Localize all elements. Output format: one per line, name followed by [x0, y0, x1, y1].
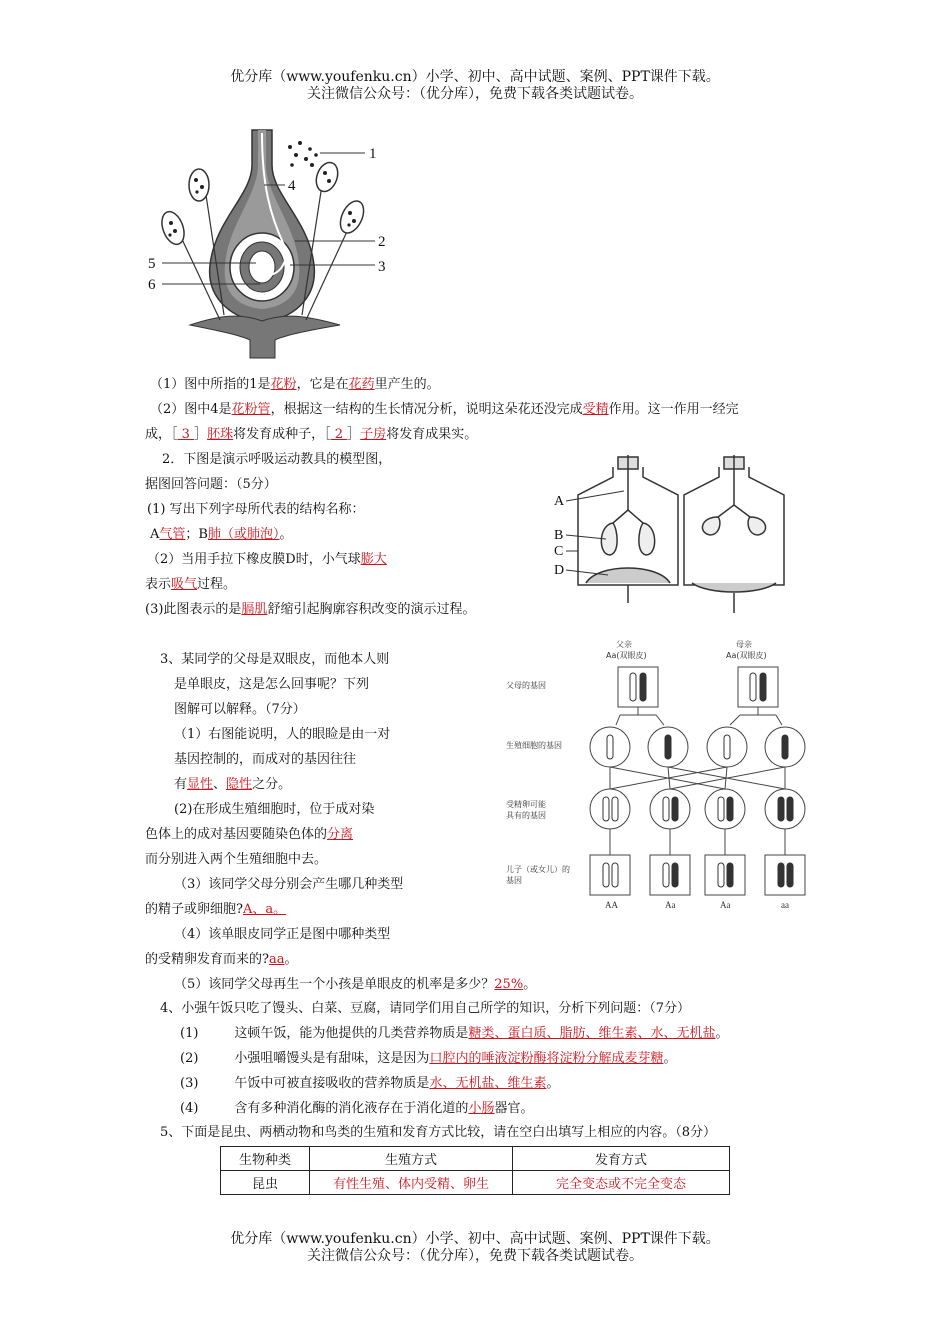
answer: 肺（或肺泡）	[207, 527, 280, 542]
page-footer	[0, 1231, 950, 1265]
answer: aa	[268, 952, 285, 967]
q1-part1: （1）图中所指的1是花粉，它是在花药里产生的。	[150, 377, 440, 392]
answer: 口腔内的唾液淀粉酶将淀粉分解成麦芽糖	[429, 1051, 664, 1066]
answer: 隐性	[226, 777, 253, 792]
answer: 受精	[582, 402, 609, 417]
jar-label-c: C	[554, 544, 564, 559]
q3-line-4: （1）右图能说明，人的眼睑是由一对	[174, 727, 391, 742]
table-header: 生殖方式	[310, 1147, 513, 1171]
q3-line-2: 是单眼皮，这是怎么回事呢？下列	[174, 677, 370, 692]
footer-line-2: 关注微信公众号：（优分库），免费下载各类试题试卷。	[307, 1248, 643, 1264]
q4-item-4: (4) 含有多种消化酶的消化液存在于消化道的小肠器官。	[180, 1101, 534, 1116]
answer: 显性	[187, 777, 214, 792]
bell-jar-diagram	[548, 455, 788, 615]
q4-item-2: (2) 小强咀嚼馒头是有甜味，这是因为口腔内的唾液淀粉酶将淀粉分解成麦芽糖。	[180, 1051, 677, 1066]
jar-label-d: D	[554, 563, 565, 578]
answer: 膈肌	[241, 602, 268, 617]
q1-part2: （2）图中4是花粉管，根据这一结构的生长情况分析，说明这朵花还没完成受精作用。这一作用一经完	[150, 402, 739, 417]
q5-title: 5、下面是昆虫、两栖动物和鸟类的生殖和发育方式比较，请在空白出填写上相应的内容。（8分）	[160, 1125, 717, 1140]
row-child-genes-b: 基因	[506, 876, 522, 885]
footer-line-1: 优分库（www.youfenku.cn）小学、初中、高中试题、案例、PPT课件下载。	[230, 1231, 720, 1247]
q4-item-3: (3) 午饭中可被直接吸收的营养物质是水、无机盐、维生素。	[180, 1076, 560, 1091]
q3-line-11: 的精子或卵细胞?A、a。	[145, 902, 287, 917]
row-gamete-genes: 生殖细胞的基因	[506, 741, 562, 750]
q2-s2: （2）当用手拉下橡皮膜D时，小气球膨大	[147, 552, 387, 567]
flower-label-5: 5	[148, 256, 156, 272]
outcome-2: Aa	[665, 900, 676, 910]
q3-line-8: 色体上的成对基因要随染色体的分离	[145, 827, 354, 842]
flower-label-6: 6	[148, 277, 156, 293]
answer: 分离	[327, 827, 354, 842]
flower-label-4: 4	[288, 178, 296, 194]
q2-s3: (3)此图表示的是膈肌舒缩引起胸廓容积改变的演示过程。	[145, 602, 476, 617]
q3-line-9: 而分别进入两个生殖细胞中去。	[145, 852, 328, 867]
genetics-diagram	[500, 637, 810, 912]
mother-label: 母亲	[736, 640, 752, 649]
q4-item-1: (1) 这顿午饭，能为他提供的几类营养物质是糖类、蛋白质、脂肪、维生素、水、无机盐。	[180, 1026, 729, 1041]
answer: 胚珠	[207, 427, 234, 442]
table-cell: 昆虫	[221, 1171, 310, 1195]
answer: A、a。	[242, 902, 287, 917]
row-zygote-genes-a: 受精卵可能	[506, 800, 546, 809]
answer: 花粉管	[231, 402, 271, 417]
answer: 子房	[360, 427, 387, 442]
header-line-1: 优分库（www.youfenku.cn）小学、初中、高中试题、案例、PPT课件下载。	[230, 69, 720, 85]
q3-line-10: （3）该同学父母分别会产生哪几种类型	[174, 877, 404, 892]
answer: 小肠	[468, 1101, 495, 1116]
outcome-1: AA	[605, 900, 618, 910]
answer: 水、无机盐、维生素	[429, 1076, 547, 1091]
q3-line-1: 3、某同学的父母是双眼皮，而他本人则	[160, 652, 390, 667]
q3-line-14: （5）该同学父母再生一个小孩是单眼皮的机率是多少？25%。	[174, 977, 537, 992]
table-header: 发育方式	[513, 1147, 730, 1171]
answer: 2	[330, 427, 348, 442]
table-header: 生物种类	[221, 1147, 310, 1171]
comparison-table	[220, 1146, 730, 1195]
table-cell-answer: 完全变态或不完全变态	[513, 1171, 730, 1195]
father-genotype: Aa(双眼皮)	[606, 651, 647, 660]
flower-label-2: 2	[378, 234, 386, 250]
jar-label-b: B	[554, 528, 564, 543]
answer: 花药	[348, 377, 375, 392]
mother-genotype: Aa(双眼皮)	[726, 651, 767, 660]
answer: 25%	[494, 977, 524, 992]
flower-diagram	[140, 125, 400, 360]
outcome-3: Aa	[720, 900, 731, 910]
q3-line-3: 图解可以解释。（7分）	[174, 702, 306, 717]
q1-part3: 成，［ 3 ］胚珠将发育成种子，［ 2 ］子房将发育成果实。	[145, 427, 478, 442]
answer: 吸气	[171, 577, 198, 592]
jar-label-a: A	[554, 494, 565, 509]
header-line-2: 关注微信公众号：（优分库），免费下载各类试题试卷。	[307, 86, 643, 102]
answer: 气管	[159, 527, 186, 542]
row-parent-genes: 父母的基因	[506, 681, 546, 690]
q3-line-7: (2)在形成生殖细胞时，位于成对染	[174, 802, 375, 817]
outcome-4: aa	[781, 900, 789, 910]
table-header-row	[221, 1147, 730, 1171]
answer: 糖类、蛋白质、脂肪、维生素、水、无机盐	[468, 1026, 716, 1041]
q3-line-13: 的受精卵发育而来的?aa。	[145, 952, 298, 967]
q3-line-12: （4）该单眼皮同学正是图中哪种类型	[174, 927, 391, 942]
q2-s1-answer: A气管；B肺（或肺泡）。	[150, 527, 293, 542]
father-label: 父亲	[616, 640, 632, 649]
q4-title: 4、小强午饭只吃了馒头、白菜、豆腐，请同学们用自己所学的知识，分析下列问题：（7分）	[160, 1001, 691, 1016]
answer: 3	[177, 427, 195, 442]
page-header	[0, 69, 950, 103]
q2-sub: 据图回答问题：（5分）	[145, 477, 277, 492]
q2-s2b: 表示吸气过程。	[145, 577, 237, 592]
q3-line-5: 基因控制的，而成对的基因往往	[174, 752, 357, 767]
answer: 花粉	[270, 377, 297, 392]
table-cell-answer: 有性生殖、体内受精、卵生	[310, 1171, 513, 1195]
table-row	[221, 1171, 730, 1195]
row-zygote-genes-b: 具有的基因	[506, 811, 546, 820]
row-child-genes-a: 儿子（或女儿）的	[506, 865, 570, 874]
q2-title: 2．下图是演示呼吸运动教具的模型图，	[162, 452, 392, 467]
q3-line-6: 有显性、隐性之分。	[174, 777, 292, 792]
flower-label-1: 1	[369, 146, 377, 162]
answer: 膨大	[360, 552, 387, 567]
q2-s1: (1) 写出下列字母所代表的结构名称：	[147, 502, 365, 517]
flower-label-3: 3	[378, 259, 386, 275]
